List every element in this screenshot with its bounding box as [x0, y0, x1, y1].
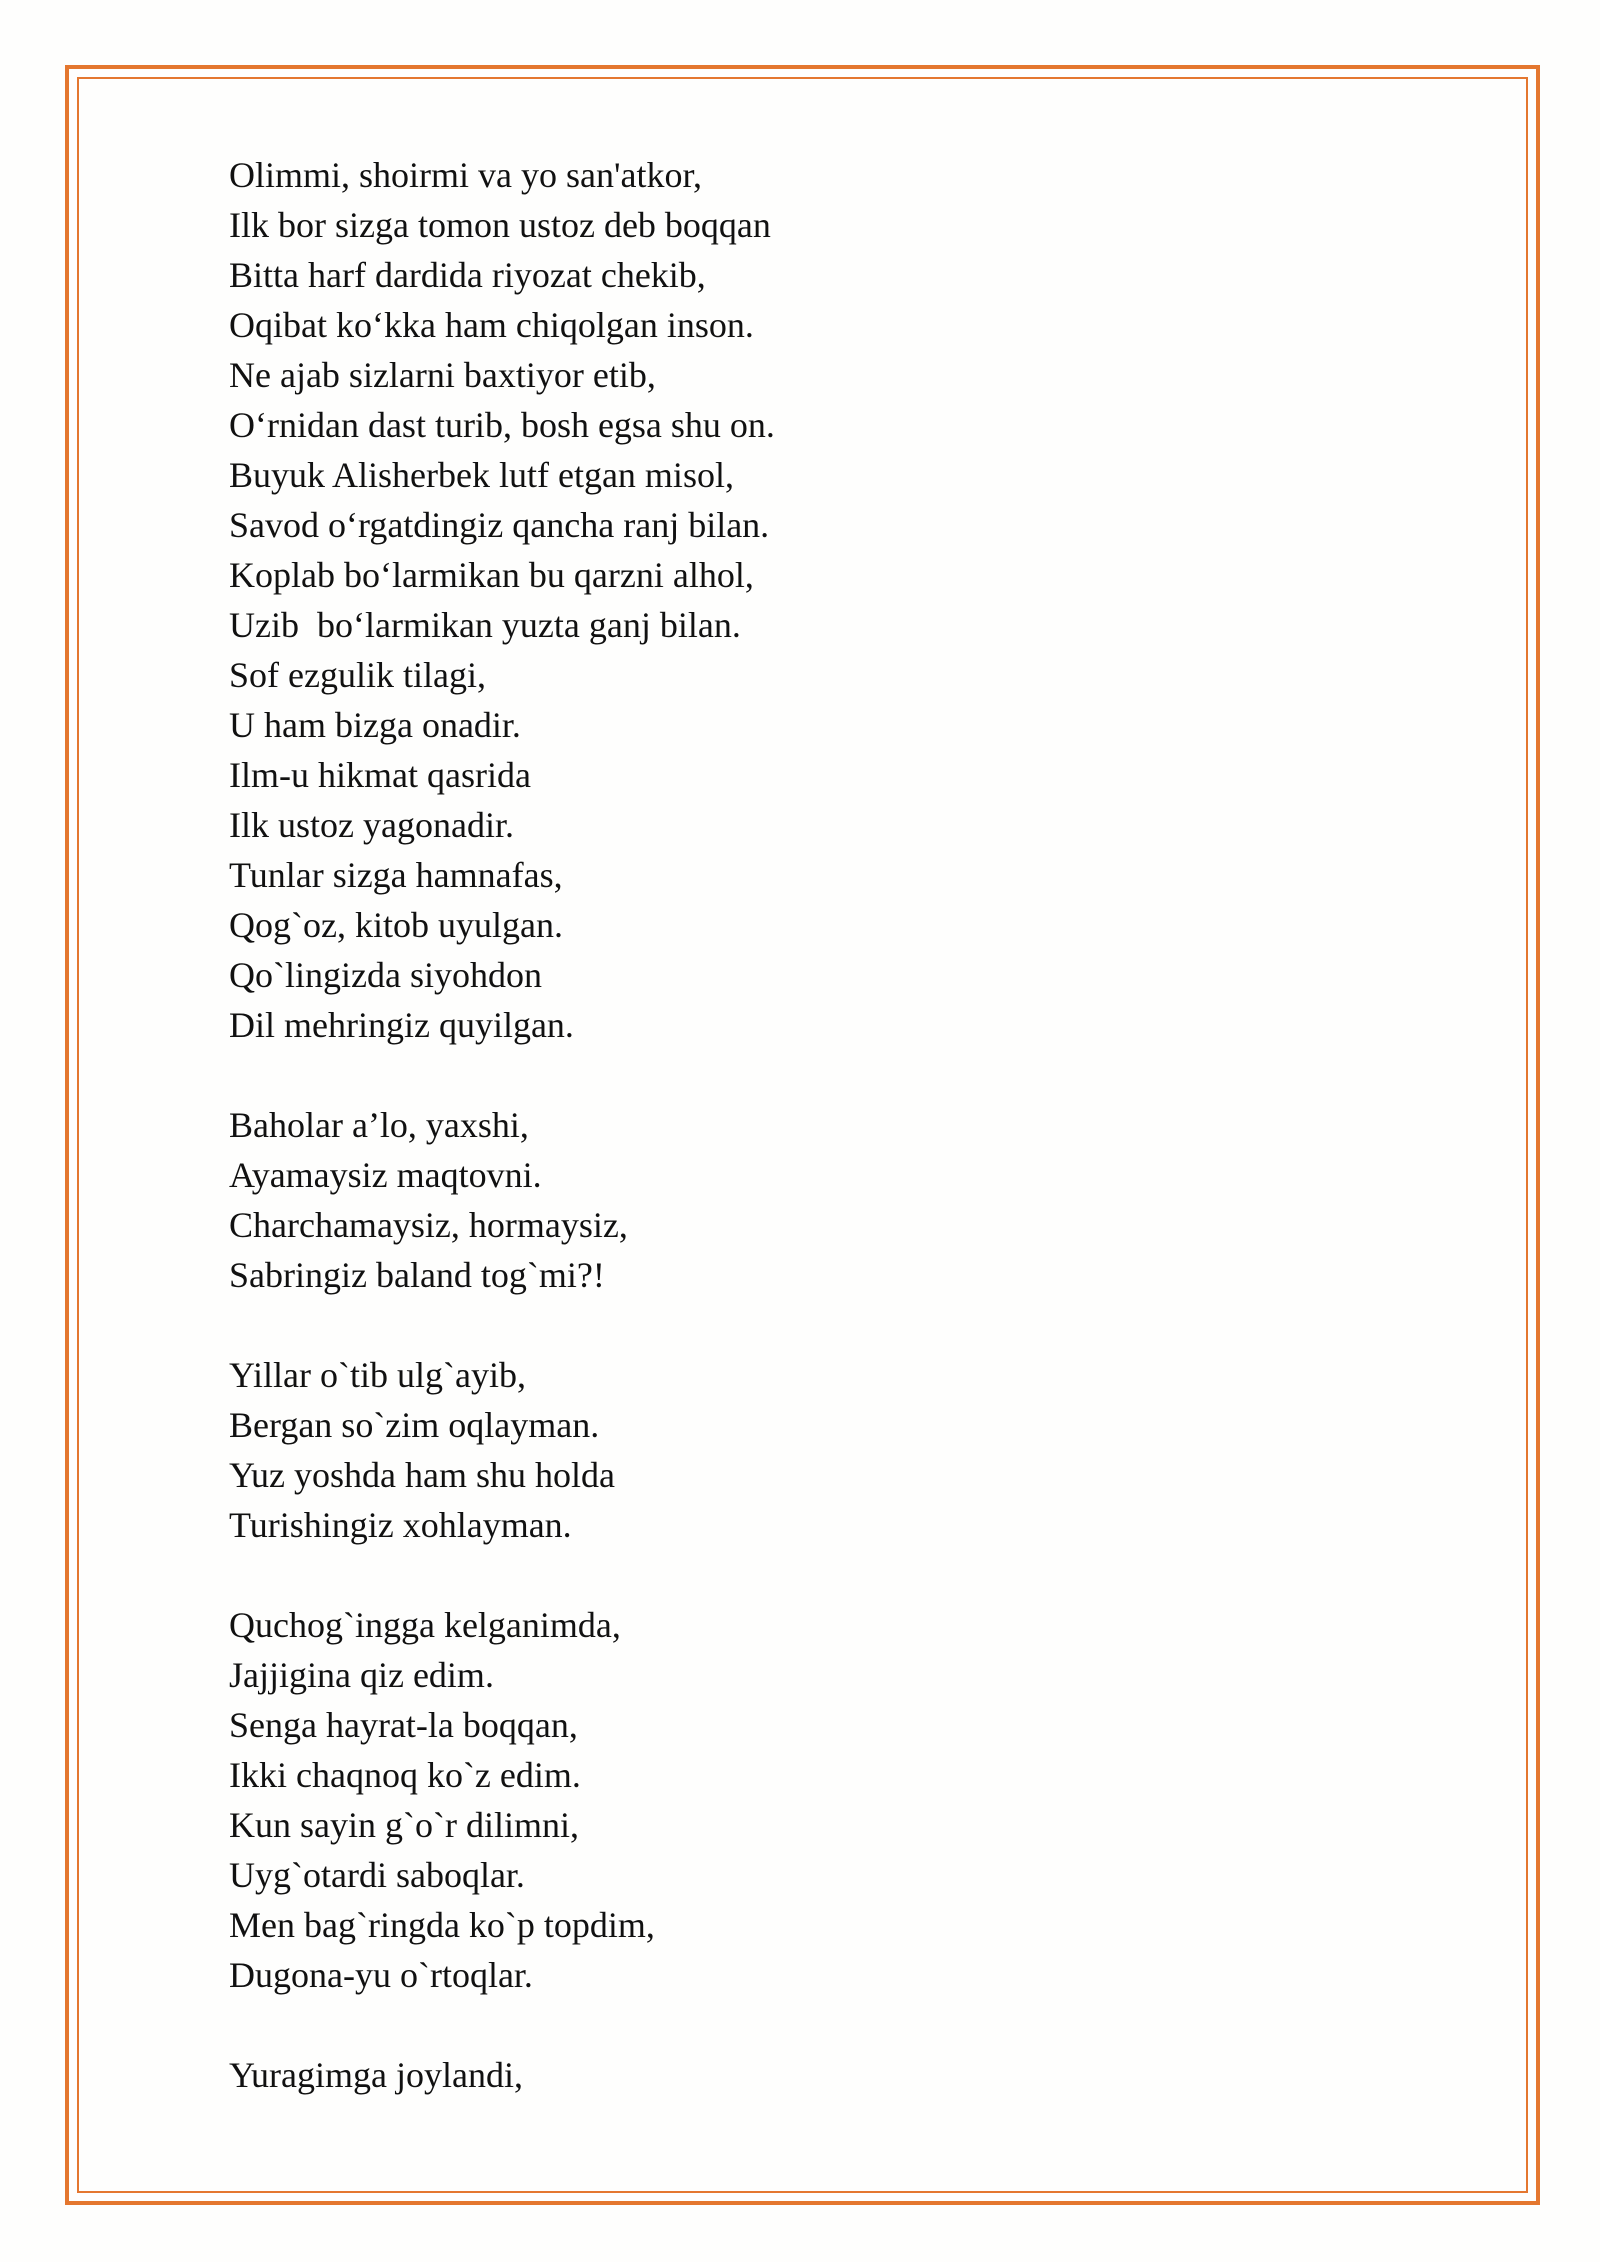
poem-line: Yillar o`tib ulg`ayib, — [229, 1355, 526, 1395]
poem-line: Bergan so`zim oqlayman. — [229, 1405, 600, 1445]
poem-line: Qog`oz, kitob uyulgan. — [229, 905, 563, 945]
poem-line: Sabringiz baland tog`mi?! — [229, 1255, 605, 1295]
poem-stanza — [229, 1600, 1429, 2000]
poem-line: Yuz yoshda ham shu holda — [229, 1455, 615, 1495]
poem-line: Dil mehringiz quyilgan. — [229, 1005, 574, 1045]
poem-line: U ham bizga onadir. — [229, 705, 521, 745]
poem-line: Turishingiz xohlayman. — [229, 1505, 572, 1545]
poem-line: Ne ajab sizlarni baxtiyor etib, — [229, 355, 656, 395]
poem-stanza — [229, 150, 1429, 1050]
poem-line: Ilk ustoz yagonadir. — [229, 805, 514, 845]
poem-line: Ilm-u hikmat qasrida — [229, 755, 531, 795]
poem-line: Qo`lingizda siyohdon — [229, 955, 542, 995]
poem-line: Kun sayin g`o`r dilimni, — [229, 1805, 579, 1845]
poem-line: Ayamaysiz maqtovni. — [229, 1155, 542, 1195]
poem-stanza — [229, 1100, 1429, 1300]
poem-line: Charchamaysiz, hormaysiz, — [229, 1205, 628, 1245]
poem-line: Savod o‘rgatdingiz qancha ranj bilan. — [229, 505, 770, 545]
poem-line: Koplab bo‘larmikan bu qarzni alhol, — [229, 555, 754, 595]
poem-line: Uyg`otardi saboqlar. — [229, 1855, 525, 1895]
poem-line: O‘rnidan dast turib, bosh egsa shu on. — [229, 405, 775, 445]
poem-line: Sof ezgulik tilagi, — [229, 655, 486, 695]
poem-stanza — [229, 1350, 1429, 1550]
poem-line: Ikki chaqnoq ko`z edim. — [229, 1755, 581, 1795]
poem-line: Bitta harf dardida riyozat chekib, — [229, 255, 706, 295]
poem-line: Senga hayrat-la boqqan, — [229, 1705, 578, 1745]
poem-line: Quchog`ingga kelganimda, — [229, 1605, 621, 1645]
poem-line: Olimmi, shoirmi va yo san'atkor, — [229, 155, 702, 195]
poem-line: Ilk bor sizga tomon ustoz deb boqqan — [229, 205, 771, 245]
poem-line: Oqibat ko‘kka ham chiqolgan inson. — [229, 305, 754, 345]
poem-line: Jajjigina qiz edim. — [229, 1655, 494, 1695]
poem-text — [229, 150, 1429, 2150]
poem-line: Dugona-yu o`rtoqlar. — [229, 1955, 533, 1995]
poem-line: Tunlar sizga hamnafas, — [229, 855, 563, 895]
poem-line: Yuragimga joylandi, — [229, 2055, 523, 2095]
poem-line: Baholar a’lo, yaxshi, — [229, 1105, 529, 1145]
poem-line: Buyuk Alisherbek lutf etgan misol, — [229, 455, 734, 495]
poem-stanza — [229, 2050, 1429, 2100]
poem-line: Men bag`ringda ko`p topdim, — [229, 1905, 655, 1945]
poem-line: Uzib bo‘larmikan yuzta ganj bilan. — [229, 605, 741, 645]
